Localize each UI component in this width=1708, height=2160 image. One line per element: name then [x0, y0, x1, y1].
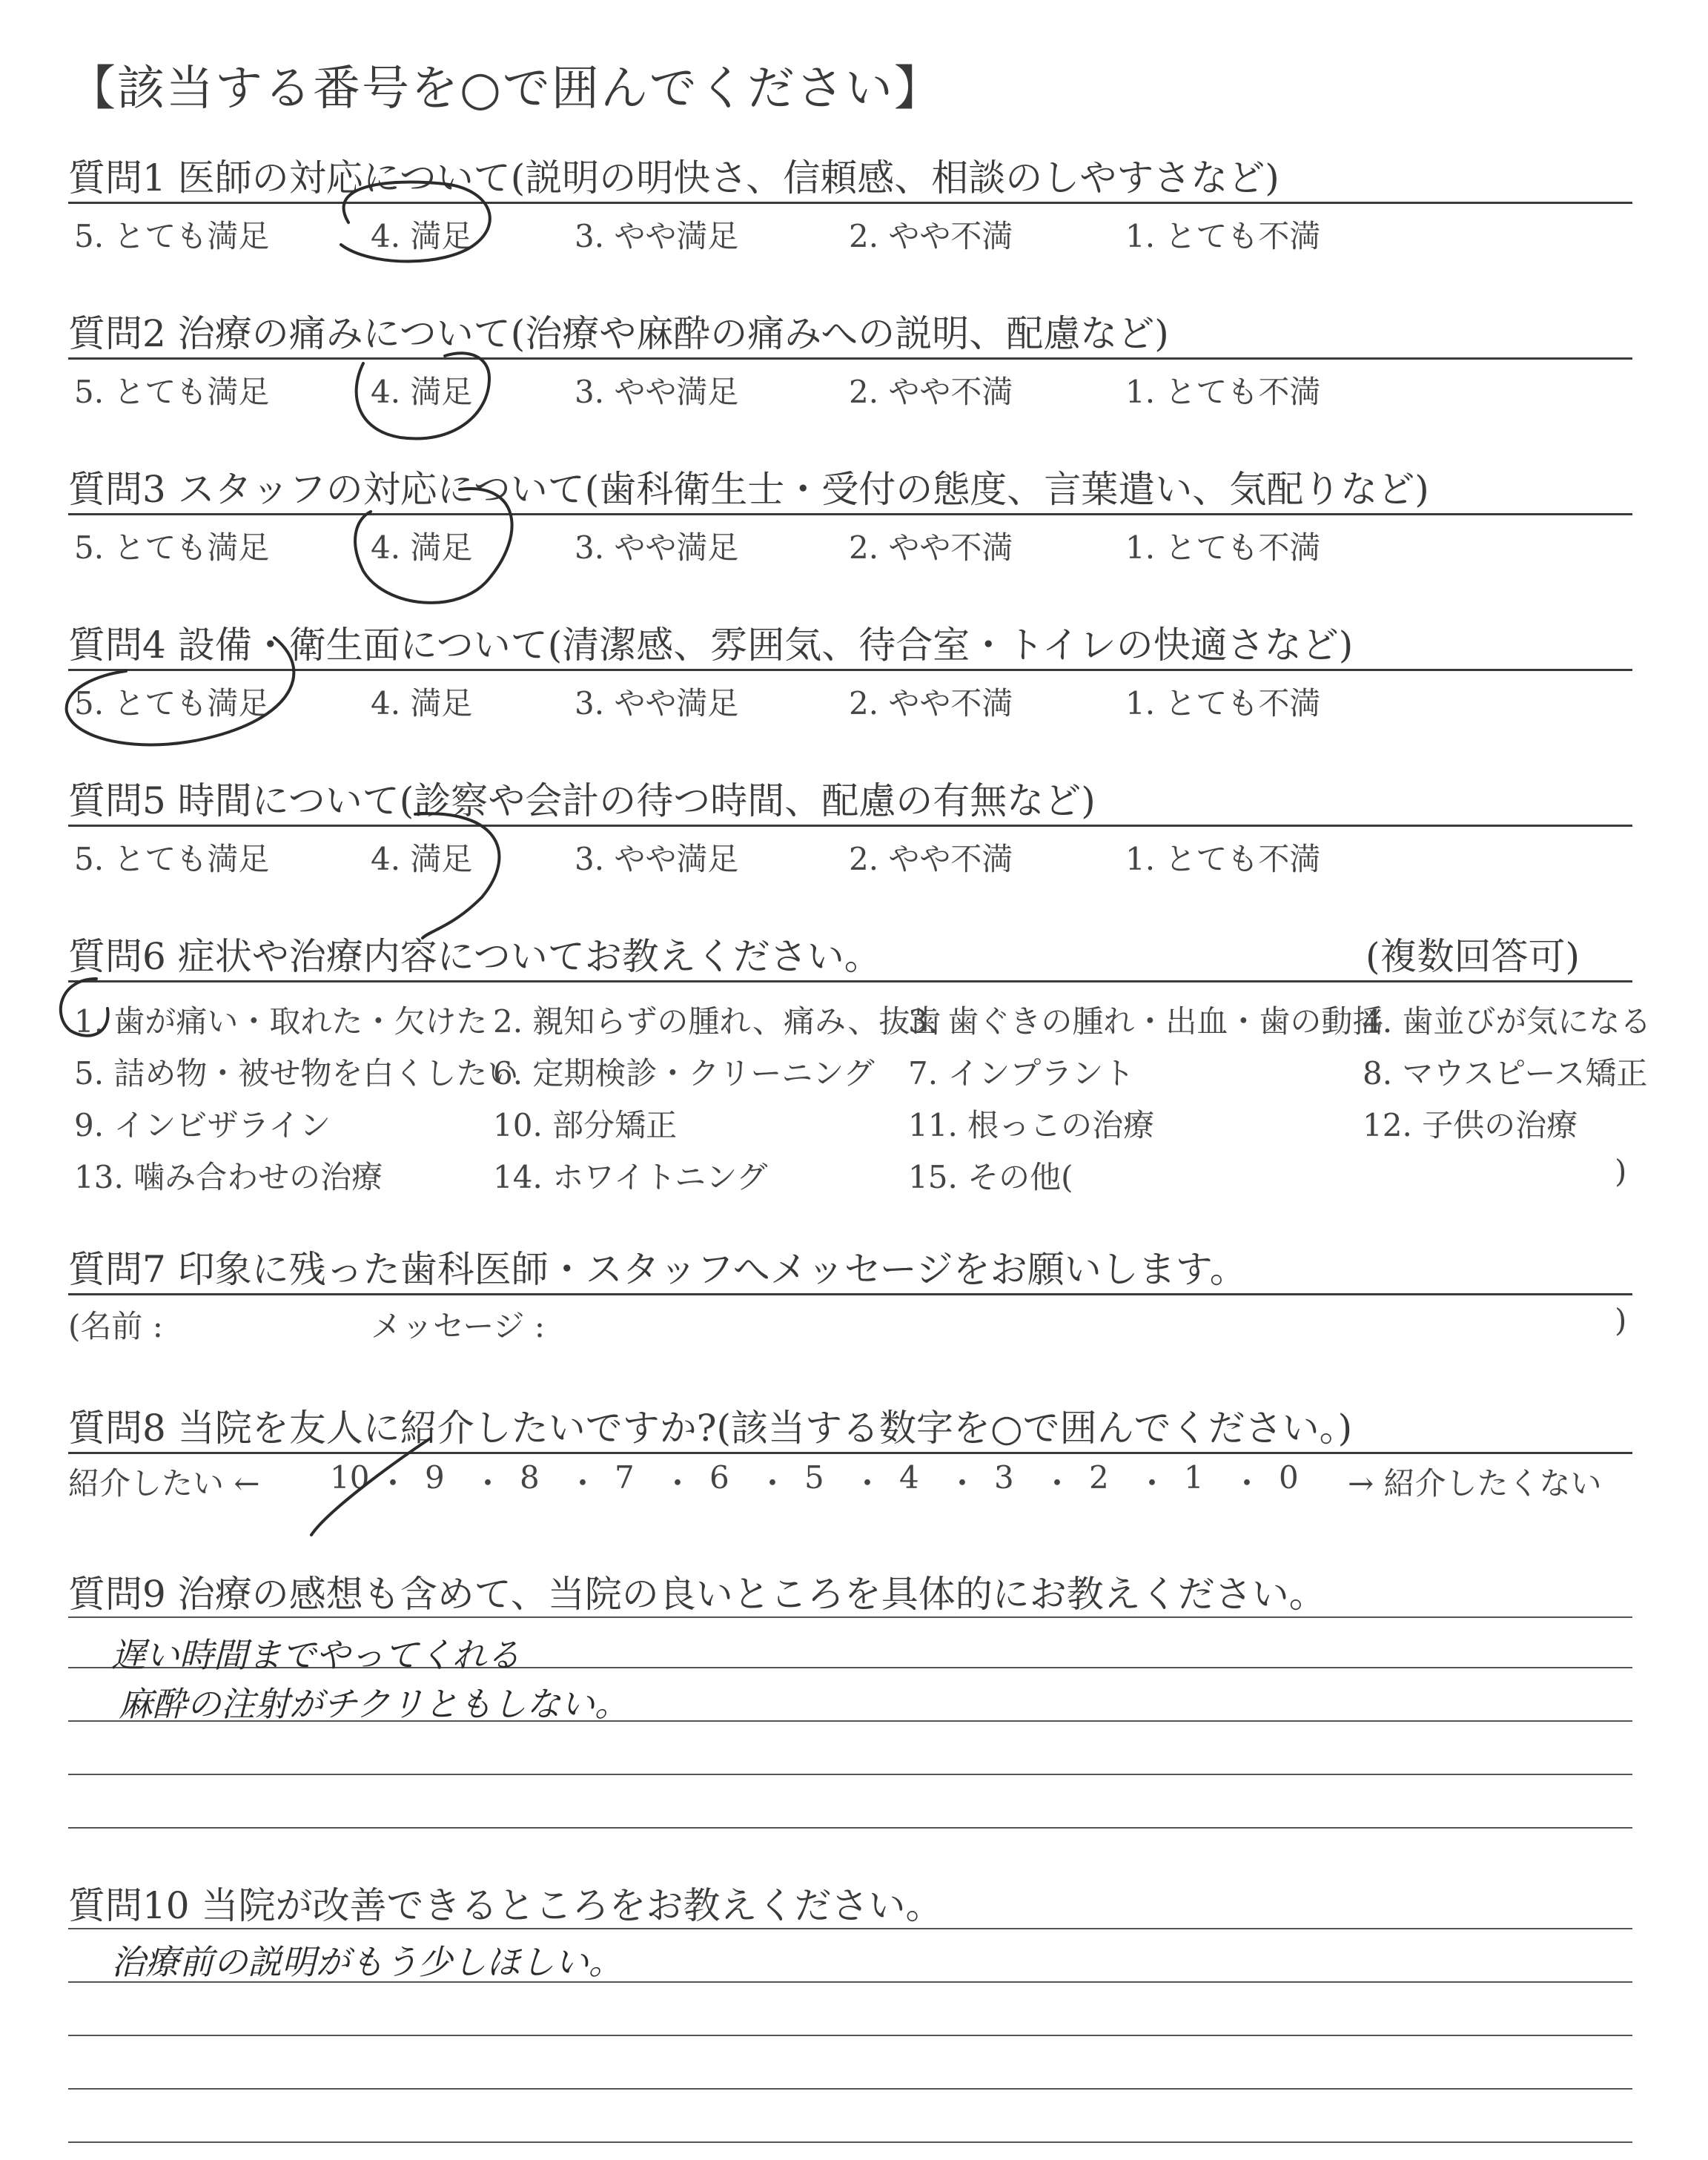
q8-scale-separator: ・	[377, 1465, 409, 1502]
q8-scale-value[interactable]: 9	[425, 1459, 445, 1496]
q4-title: 質問4 設備・衛生面について(清潔感、雰囲気、待合室・トイレの快適さなど)	[68, 624, 1354, 667]
q8-scale-value[interactable]: 6	[709, 1459, 729, 1496]
q5-option[interactable]: 2. やや不満	[849, 841, 1013, 877]
q8-scale-value[interactable]: 8	[520, 1459, 540, 1496]
q6-option[interactable]: 2. 親知らずの腫れ、痛み、抜歯	[493, 1003, 941, 1040]
q4-option[interactable]: 2. やや不満	[849, 685, 1013, 721]
q8-scale-value[interactable]: 2	[1089, 1459, 1109, 1496]
q10-line	[68, 1928, 1632, 1929]
q2-title: 質問2 治療の痛みについて(治療や麻酔の痛みへの説明、配慮など)	[68, 312, 1169, 355]
q4-option[interactable]: 5. とても満足	[74, 685, 270, 721]
q5-option[interactable]: 1. とても不満	[1125, 841, 1321, 877]
q8-scale-separator: ・	[472, 1465, 504, 1502]
q8-scale-separator: ・	[1136, 1465, 1168, 1502]
q3-option[interactable]: 3. やや満足	[575, 529, 739, 566]
q6-option[interactable]: 11. 根っこの治療	[908, 1107, 1155, 1143]
q4-option[interactable]: 3. やや満足	[575, 685, 739, 721]
q6-option[interactable]: 15. その他(	[908, 1159, 1073, 1195]
q6-other-close-paren: )	[1615, 1153, 1627, 1189]
q7-name-label: (名前 :	[68, 1308, 163, 1344]
q5-option[interactable]: 4. 満足	[371, 841, 473, 877]
q3-title: 質問3 スタッフの対応について(歯科衛生士・受付の態度、言葉遣い、気配りなど)	[68, 468, 1429, 511]
page-header: 【該当する番号を○で囲んでください】	[68, 62, 943, 116]
q9-answer-line: 遅い時間までやってくれる	[111, 1635, 520, 1675]
q6-option[interactable]: 10. 部分矯正	[493, 1107, 678, 1143]
q6-option[interactable]: 4. 歯並びが気になる	[1363, 1003, 1652, 1040]
q9-title: 質問9 治療の感想も含めて、当院の良いところを具体的にお教えください。	[68, 1573, 1326, 1616]
q4-option[interactable]: 4. 満足	[371, 685, 473, 721]
q8-scale-separator: ・	[947, 1465, 979, 1502]
q1-option[interactable]: 1. とても不満	[1125, 218, 1321, 254]
q8-scale-separator: ・	[757, 1465, 789, 1502]
q3-option[interactable]: 4. 満足	[371, 529, 473, 566]
q6-option[interactable]: 14. ホワイトニング	[493, 1159, 768, 1195]
q8-scale-value[interactable]: 10	[330, 1459, 370, 1496]
q4-option[interactable]: 1. とても不満	[1125, 685, 1321, 721]
q6-option[interactable]: 8. マウスピース矯正	[1363, 1055, 1648, 1091]
q10-title: 質問10 当院が改善できるところをお教えください。	[68, 1884, 943, 1927]
q8-scale-separator: ・	[1231, 1465, 1263, 1502]
q1-option[interactable]: 3. やや満足	[575, 218, 739, 254]
q6-option[interactable]: 6. 定期検診・クリーニング	[493, 1055, 875, 1091]
q8-scale-value[interactable]: 7	[615, 1459, 635, 1496]
q10-line	[68, 2088, 1632, 2090]
q1-option[interactable]: 4. 満足	[371, 218, 473, 254]
q8-scale-value[interactable]: 0	[1279, 1459, 1299, 1496]
q6-option[interactable]: 1. 歯が痛い・取れた・欠けた	[74, 1003, 488, 1040]
q6-rule	[68, 980, 1632, 982]
q8-scale-separator: ・	[567, 1465, 599, 1502]
q1-rule	[68, 202, 1632, 204]
q8-scale-value[interactable]: 5	[804, 1459, 824, 1496]
q8-scale-separator: ・	[852, 1465, 884, 1502]
q9-line	[68, 1774, 1632, 1775]
q6-note: (複数回答可)	[1366, 935, 1580, 978]
q2-rule	[68, 357, 1632, 360]
q6-option[interactable]: 9. インビザライン	[74, 1107, 331, 1143]
q7-message-label: メッセージ :	[371, 1308, 545, 1344]
q6-option[interactable]: 13. 噛み合わせの治療	[74, 1159, 383, 1195]
q6-option[interactable]: 12. 子供の治療	[1363, 1107, 1578, 1143]
q8-rule	[68, 1452, 1632, 1454]
q8-right-label: → 紹介したくない	[1348, 1465, 1602, 1502]
q2-option[interactable]: 4. 満足	[371, 374, 473, 410]
q7-rule	[68, 1293, 1632, 1295]
q4-rule	[68, 669, 1632, 671]
q5-option[interactable]: 3. やや満足	[575, 841, 739, 877]
q6-option[interactable]: 7. インプラント	[908, 1055, 1135, 1091]
q6-title: 質問6 症状や治療内容についてお教えください。	[68, 935, 881, 978]
q3-option[interactable]: 1. とても不満	[1125, 529, 1321, 566]
q10-answer-line: 治療前の説明がもう少しほしい。	[111, 1942, 623, 1982]
q10-line	[68, 2141, 1632, 2143]
q1-title: 質問1 医師の対応について(説明の明快さ、信頼感、相談のしやすさなど)	[68, 156, 1280, 199]
q1-option[interactable]: 5. とても満足	[74, 218, 270, 254]
q2-option[interactable]: 3. やや満足	[575, 374, 739, 410]
q8-scale-value[interactable]: 3	[994, 1459, 1014, 1496]
q8-scale-separator: ・	[662, 1465, 694, 1502]
q2-option[interactable]: 1. とても不満	[1125, 374, 1321, 410]
q10-line	[68, 2035, 1632, 2036]
q3-option[interactable]: 2. やや不満	[849, 529, 1013, 566]
q3-rule	[68, 513, 1632, 515]
q9-answer-line: 麻酔の注射がチクリともしない。	[119, 1684, 629, 1724]
q9-line	[68, 1616, 1632, 1618]
q8-scale-value[interactable]: 4	[899, 1459, 919, 1496]
q1-option[interactable]: 2. やや不満	[849, 218, 1013, 254]
q7-title: 質問7 印象に残った歯科医師・スタッフへメッセージをお願いします。	[68, 1248, 1247, 1291]
q2-option[interactable]: 5. とても満足	[74, 374, 270, 410]
q8-scale-separator: ・	[1042, 1465, 1073, 1502]
q2-option[interactable]: 2. やや不満	[849, 374, 1013, 410]
q9-line	[68, 1827, 1632, 1829]
q6-option[interactable]: 5. 詰め物・被せ物を白くしたい	[74, 1055, 519, 1091]
q5-title: 質問5 時間について(診察や会計の待つ時間、配慮の有無など)	[68, 779, 1096, 822]
q8-title: 質問8 当院を友人に紹介したいですか?(該当する数字を○で囲んでください。)	[68, 1407, 1353, 1450]
q6-option[interactable]: 3. 歯ぐきの腫れ・出血・歯の動揺	[908, 1003, 1384, 1040]
q7-close-paren: )	[1615, 1302, 1627, 1338]
q5-option[interactable]: 5. とても満足	[74, 841, 270, 877]
q8-scale-value[interactable]: 1	[1184, 1459, 1204, 1496]
q8-left-label: 紹介したい ←	[68, 1465, 260, 1502]
q3-option[interactable]: 5. とても満足	[74, 529, 270, 566]
q5-rule	[68, 825, 1632, 827]
